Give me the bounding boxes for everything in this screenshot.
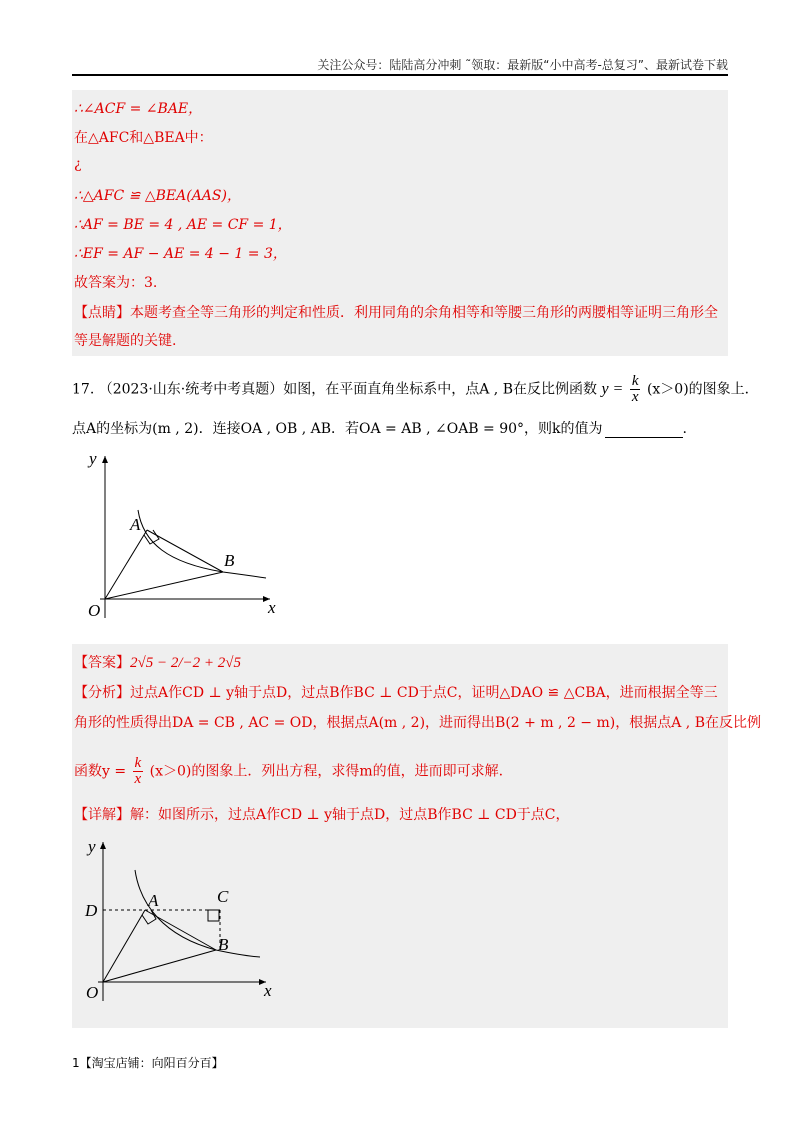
question-line-2 bbox=[72, 418, 687, 438]
detail-text: 解：如图所示，过点A作CD ⊥ y轴于点D，过点B作BC ⊥ CD于点C， bbox=[130, 807, 570, 823]
answer-blank bbox=[605, 423, 683, 438]
page-header: 关注公众号：陆陆高分冲刺 ˜领取：最新版“小中高考-总复习”、最新试卷下载 bbox=[317, 58, 728, 72]
question-text-1a: （2023·山东·统考中考真题）如图，在平面直角坐标系中，点A , B在反比例函数 bbox=[98, 381, 597, 398]
question-line-1 bbox=[72, 374, 759, 405]
solution-line-1: ∴∠ACF = ∠BAE， bbox=[74, 101, 203, 117]
detail-line bbox=[74, 804, 570, 824]
question-number: 17. bbox=[72, 381, 95, 398]
analysis-fraction-denominator: x bbox=[134, 771, 142, 787]
answer-text: 2√5 − 2/−2 + 2√5 bbox=[130, 655, 241, 671]
label-y-2: y bbox=[88, 837, 96, 856]
segment-OA bbox=[105, 530, 147, 599]
comment-tag: 【点睛】 bbox=[74, 305, 130, 321]
hyperbola-curve-2 bbox=[135, 870, 260, 957]
analysis-text-3: (x＞0)的图象上．列出方程，求得m的值，进而即可求解. bbox=[149, 763, 504, 780]
comment-text-1: 本题考查全等三角形的判定和性质．利用同角的余角相等和等腰三角形的两腰相等证明三角形全 bbox=[130, 305, 718, 321]
analysis-tag: 【分析】 bbox=[74, 685, 130, 701]
segment-AB-2 bbox=[145, 910, 216, 950]
shop-info: 【淘宝店铺：向阳百分百】 bbox=[79, 1056, 224, 1070]
page-footer bbox=[72, 1054, 224, 1071]
label-x: x bbox=[268, 598, 276, 617]
question-text-2-end: . bbox=[682, 421, 687, 437]
label-B-2: B bbox=[218, 935, 229, 954]
segment-OB bbox=[105, 572, 223, 599]
answer-box bbox=[72, 644, 761, 1028]
function-y: y = bbox=[601, 380, 624, 398]
segment-OB-2 bbox=[103, 950, 216, 982]
question-text-1b: (x＞0)的图象上． bbox=[646, 381, 759, 398]
analysis-text-1: 过点A作CD ⊥ y轴于点D，过点B作BC ⊥ CD于点C，证明△DAO ≌ △CBA，进而根据全等三 bbox=[130, 685, 718, 701]
solution-line-4: ∴△AFC ≌ △BEA(AAS)， bbox=[74, 188, 241, 204]
label-C: C bbox=[217, 887, 229, 906]
answer-line bbox=[74, 652, 241, 672]
fraction-numerator: k bbox=[631, 373, 639, 389]
label-y: y bbox=[89, 449, 97, 468]
solution-line-6: ∴EF = AF − AE = 4 − 1 = 3， bbox=[74, 246, 287, 262]
analysis-fraction bbox=[133, 756, 144, 787]
figure-2 bbox=[80, 836, 290, 1016]
label-A-2: A bbox=[148, 891, 159, 910]
segment-AB bbox=[147, 530, 223, 572]
label-D: D bbox=[85, 901, 98, 920]
analysis-line-1 bbox=[74, 682, 718, 702]
detail-tag: 【详解】 bbox=[74, 807, 130, 823]
analysis-func: 函数y = bbox=[74, 763, 127, 780]
fraction-denominator: x bbox=[631, 389, 639, 405]
answer-tag: 【答案】 bbox=[74, 655, 130, 671]
page-number: 1 bbox=[72, 1056, 80, 1070]
figure-1 bbox=[78, 448, 308, 628]
solution-line-5: ∴AF = BE = 4 , AE = CF = 1， bbox=[74, 217, 292, 233]
solution-line-3: ¿ bbox=[74, 156, 82, 172]
solution-line-7: 故答案为：3. bbox=[74, 275, 158, 291]
analysis-line-3 bbox=[74, 756, 503, 787]
segment-OA-2 bbox=[103, 910, 145, 982]
header-rule bbox=[72, 74, 728, 76]
label-A: A bbox=[130, 515, 141, 534]
prev-solution-box bbox=[72, 90, 728, 356]
question-text-2: 点A的坐标为(m , 2)．连接OA , OB , AB．若OA = AB , ∠OAB = 90°，则k的值为 bbox=[72, 421, 603, 437]
label-x-2: x bbox=[264, 981, 272, 1000]
fraction-k-over-x bbox=[630, 374, 641, 405]
label-O-2: O bbox=[86, 983, 99, 1002]
label-O: O bbox=[88, 601, 101, 620]
analysis-fraction-numerator: k bbox=[134, 755, 142, 771]
hyperbola-curve bbox=[138, 510, 266, 578]
right-angle-mark-C bbox=[208, 910, 219, 921]
solution-line-2: 在△AFC和△BEA中： bbox=[74, 130, 213, 146]
label-B: B bbox=[224, 551, 235, 570]
comment-line-1 bbox=[74, 302, 718, 322]
comment-line-2: 等是解题的关键. bbox=[74, 333, 177, 349]
analysis-line-2: 角形的性质得出DA = CB , AC = OD，根据点A(m , 2)，进而得出B(2 + m , 2 − m)，根据点A , B在反比例 bbox=[74, 715, 761, 731]
